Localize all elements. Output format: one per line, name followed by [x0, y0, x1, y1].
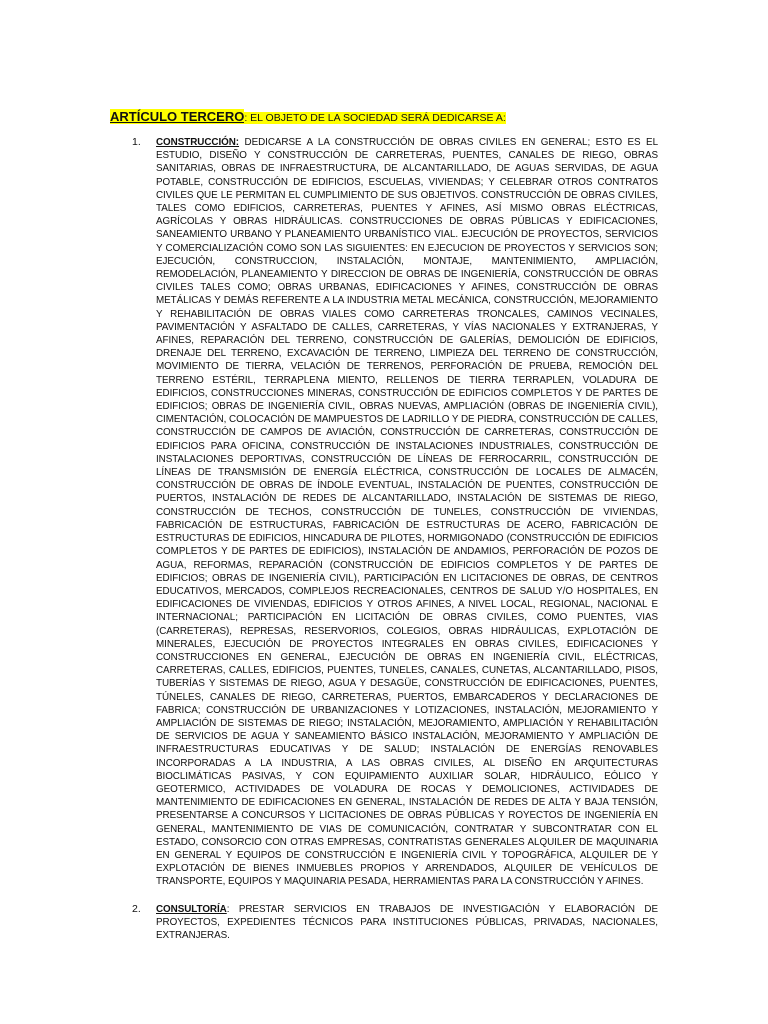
item-label: CONSULTORÍA	[156, 904, 227, 915]
article-subtitle: : EL OBJETO DE LA SOCIEDAD SERÁ DEDICARSE A:	[244, 112, 506, 124]
list-item-content	[156, 136, 658, 889]
item-label: CONSTRUCCIÓN:	[156, 137, 240, 148]
list-number: 2.	[132, 903, 141, 915]
item-text: DEDICARSE A LA CONSTRUCCIÓN DE OBRAS CIVILES EN GENERAL; ESTO ES EL ESTUDIO, DISEÑO Y CONSTRUCCIÓN DE CARRETERAS, PUENTES, CANALES DE RIEGO, OBRAS SANITARIAS, OBRAS DE INFRAESTRUCTURA, DE ALCANTARILLADO, DE AGUAS SERVIDAS, DE AGUA POTABLE, CONSTRUCCIÓN DE EDIFICIOS, ESCUELAS, VIVIENDAS; Y CELEBRAR OTROS CONTRATOS CIVILES QUE LE PERMITAN EL CUMPLIMIENTO DE SUS OBJETIVOS. CONSTRUCCIÓN DE OBRAS CIVILES, TALES COMO EDIFICIOS, CARRETERAS, PUENTES Y AFINES, ASÍ MISMO OBRAS ELÉCTRICAS, AGRÍCOLAS Y OBRAS HIDRÁULICAS. CONSTRUCCIONES DE OBRAS PÚBLICAS Y EDIFICACIONES, SANEAMIENTO URBANO Y PLANEAMIENTO URBANÍSTICO VIAL. EJECUCIÓN DE PROYECTOS, SERVICIOS Y COMERCIALIZACIÓN COMO SON LAS SIGUIENTES: EN EJECUCION DE PROYECTOS Y SERVICIOS SON; EJECUCIÓN, CONSTRUCCION, INSTALACIÓN, MONTAJE, MANTENIMIENTO, AMPLIACIÓN, REMODELACIÓN, PLANEAMIENTO Y DIRECCION DE OBRAS DE INGENIERÍA, CONSTRUCCIÓN DE OBRAS CIVILES TALES COMO; OBRAS URBANAS, EDIFICACIONES Y AFINES, CONSTRUCCIÓN DE OBRAS METÁLICAS Y DEMÁS REFERENTE A LA INDUSTRIA METAL MECÁNICA, CONSTRUCCIÓN, MEJORAMIENTO Y REHABILITACIÓN DE OBRAS VIALES COMO CARRETERAS TRONCALES, CAMINOS VECINALES, PAVIMENTACIÓN Y ASFALTADO DE CALLES, CARRETERAS, Y VÍAS NACIONALES Y EXTRANJERAS, Y AFINES, REPARACIÓN DEL TERRENO, CONSTRUCCIÓN DE GALERÍAS, DEMOLICIÓN DE EDIFICIOS, DRENAJE DEL TERRENO, EXCAVACIÓN DE TERRENO, LIMPIEZA DEL TERRENO DE CONSTRUCCIÓN, MOVIMIENTO DE TIERRA, VELACIÓN DE TERRENOS, PERFORACIÓN DE PRUEBA, REMOCIÓN DEL TERRENO ESTÉRIL, TERRAPLENA MIENTO, RELLENOS DE TIERRA TERRAPLEN, VOLADURA DE EDIFICIOS, CONSTRUCCIONES MINERAS, CONSTRUCCIÓN DE EDIFICIOS COMPLETOS Y DE PARTES DE EDIFICIOS; OBRAS DE INGENIERÍA CIVIL, OBRAS NUEVAS, AMPLIACIÓN (OBRAS DE INGENIERÍA CIVIL), CIMENTACIÓN, COLOCACIÓN DE MAMPUESTOS DE LADRILLO Y DE PIEDRA, CONSTRUCCIÓN DE CALLES, CONSTRUCCIÓN DE CAMPOS DE AVIACIÓN, CONSTRUCCIÓN DE CARRETERAS, CONSTRUCCIÓN DE EDIFICIOS PARA OFICINA, CONSTRUCCIÓN DE INSTALACIONES INDUSTRIALES, CONSTRUCCIÓN DE INSTALACIONES DEPORTIVAS, CONSTRUCCIÓN DE LÍNEAS DE FERROCARRIL, CONSTRUCCIÓN DE LÍNEAS DE TRANSMISIÓN DE ENERGÍA ELÉCTRICA, CONSTRUCCIÓN DE LOCALES DE ALMACÉN, CONSTRUCCIÓN DE OBRAS DE ÍNDOLE EVENTUAL, INSTALACIÓN DE PUENTES, CONSTRUCCIÓN DE PUERTOS, INSTALACIÓN DE REDES DE ALCANTARILLADO, INSTALACIÓN DE SISTEMAS DE RIEGO, CONSTRUCCIÓN DE TECHOS, CONSTRUCCIÓN DE TUNELES, CONSTRUCCIÓN DE VIVIENDAS, FABRICACIÓN DE ESTRUCTURAS, FABRICACIÓN DE ESTRUCTURAS DE ACERO, FABRICACIÓN DE ESTRUCTURAS DE EDIFICIOS, HINCADURA DE PILOTES, HORMIGONADO (CONSTRUCCIÓN DE EDIFICIOS COMPLETOS Y DE PARTES DE EDIFICIOS), INSTALACIÓN DE ANDAMIOS, PERFORACIÓN DE POZOS DE AGUA, REFORMAS, REPARACIÓN (CONSTRUCCIÓN DE EDIFICIOS COMPLETOS Y DE PARTES DE EDIFICIOS; OBRAS DE INGENIERÍA CIVIL), PARTICIPACIÓN EN LICITACIONES DE OBRAS, DE CENTROS EDUCATIVOS, MERCADOS, COMPLEJOS RECREACIONALES, CENTROS DE SALUD Y/O HOSPITALES, EN EDIFICACIONES DE VIVIENDAS, EDIFICIOS Y OTROS AFINES, A NIVEL LOCAL, REGIONAL, NACIONAL E INTERNACIONAL; PARTICIPACIÓN EN LICITACIÓN DE OBRAS CIVILES, COMO PUENTES, VIAS (CARRETERAS), REPRESAS, RESERVORIOS, COLEGIOS, OBRAS HIDRÁULICAS, EXPLOTACIÓN DE MINERALES, EJECUCIÓN DE PROYECTOS INTEGRALES EN OBRAS CIVILES, EDIFICACIONES Y CONSTRUCCIONES EN GENERAL, EJECUCIÓN DE OBRAS EN INGENIERÍA CIVIL, ELÉCTRICAS, CARRETERAS, CALLES, EDIFICIOS, PUENTES, TUNELES, CANALES, CUNETAS, ALCANTARILLADO, PISOS, TUBERÍAS Y SISTEMAS DE RIEGO, AGUA Y DESAGÜE, CONSTRUCCIÓN DE EDIFICACIONES, PUENTES, TÚNELES, CANALES DE RIEGO, CARRETERAS, PUERTOS, EMBARCADEROS Y DECLARACIONES DE FABRICA; CONSTRUCCIÓN DE URBANIZACIONES Y LOTIZACIONES, INSTALACIÓN, MEJORAMIENTO Y AMPLIACIÓN DE SISTEMAS DE RIEGO; INSTALACIÓN, MEJORAMIENTO, AMPLIACIÓN Y REHABILITACIÓN DE SERVICIOS DE AGUA Y SANEAMIENTO BÁSICO INSTALACIÓN, MEJORAMIENTO Y AMPLIACIÓN DE INFRAESTRUCTURAS EDUCATIVAS Y DE SALUD; INSTALACIÓN DE ENERGÍAS RENOVABLES INCORPORADAS A LA INDUSTRIA, A LAS OBRAS CIVILES, AL DISEÑO EN ARQUITECTURAS BIOCLIMÁTICAS PASIVAS, Y CON EQUIPAMIENTO AUXILIAR SOLAR, HIDRÁULICO, EÓLICO Y GEOTERMICO, ACTIVIDADES DE VOLADURA DE ROCAS Y DEMOLICIONES, ACTIVIDADES DE MANTENIMIENTO DE EDIFICACIONES EN GENERAL, INSTALACIÓN DE REDES DE ALTA Y BAJA TENSIÓN, PRESENTARSE A CONCURSOS Y LICITACIONES DE OBRAS PÚBLICAS Y ROYECTOS DE INGENIERÍA EN GENERAL, MANTENIMIENTO DE VIAS DE COMUNICACIÓN, CONTRATAR Y SUBCONTRATAR CON EL ESTADO, CONSORCIO CON OTRAS EMPRESAS, CONTRATISTAS GENERALES ALQUILER DE MAQUINARIA EN GENERAL Y EQUIPOS DE CONSTRUCCIÓN E INGENIERÍA CIVIL Y TOPOGRÁFICA, ALQUILER DE Y EXPLOTACIÓN DE BIENES INMUEBLES PROPIOS Y ARRENDADOS, ALQUILER DE VEHÍCULOS DE TRANSPORTE, EQUIPOS Y MAQUINARIA PESADA, HERRAMIENTAS PARA LA CONSTRUCCIÓN Y AFINES.	[156, 137, 658, 888]
article-heading	[110, 110, 506, 125]
article-title: ARTÍCULO TERCERO	[110, 109, 245, 124]
list-item-content	[156, 903, 658, 943]
list-number: 1.	[132, 136, 141, 148]
item-text: : PRESTAR SERVICIOS EN TRABAJOS DE INVESTIGACIÓN Y ELABORACIÓN DE PROYECTOS, EXPEDIENTES TÉCNICOS PARA INSTITUCIONES PÚBLICAS, PRIVADAS, NACIONALES, EXTRANJERAS.	[156, 904, 658, 942]
